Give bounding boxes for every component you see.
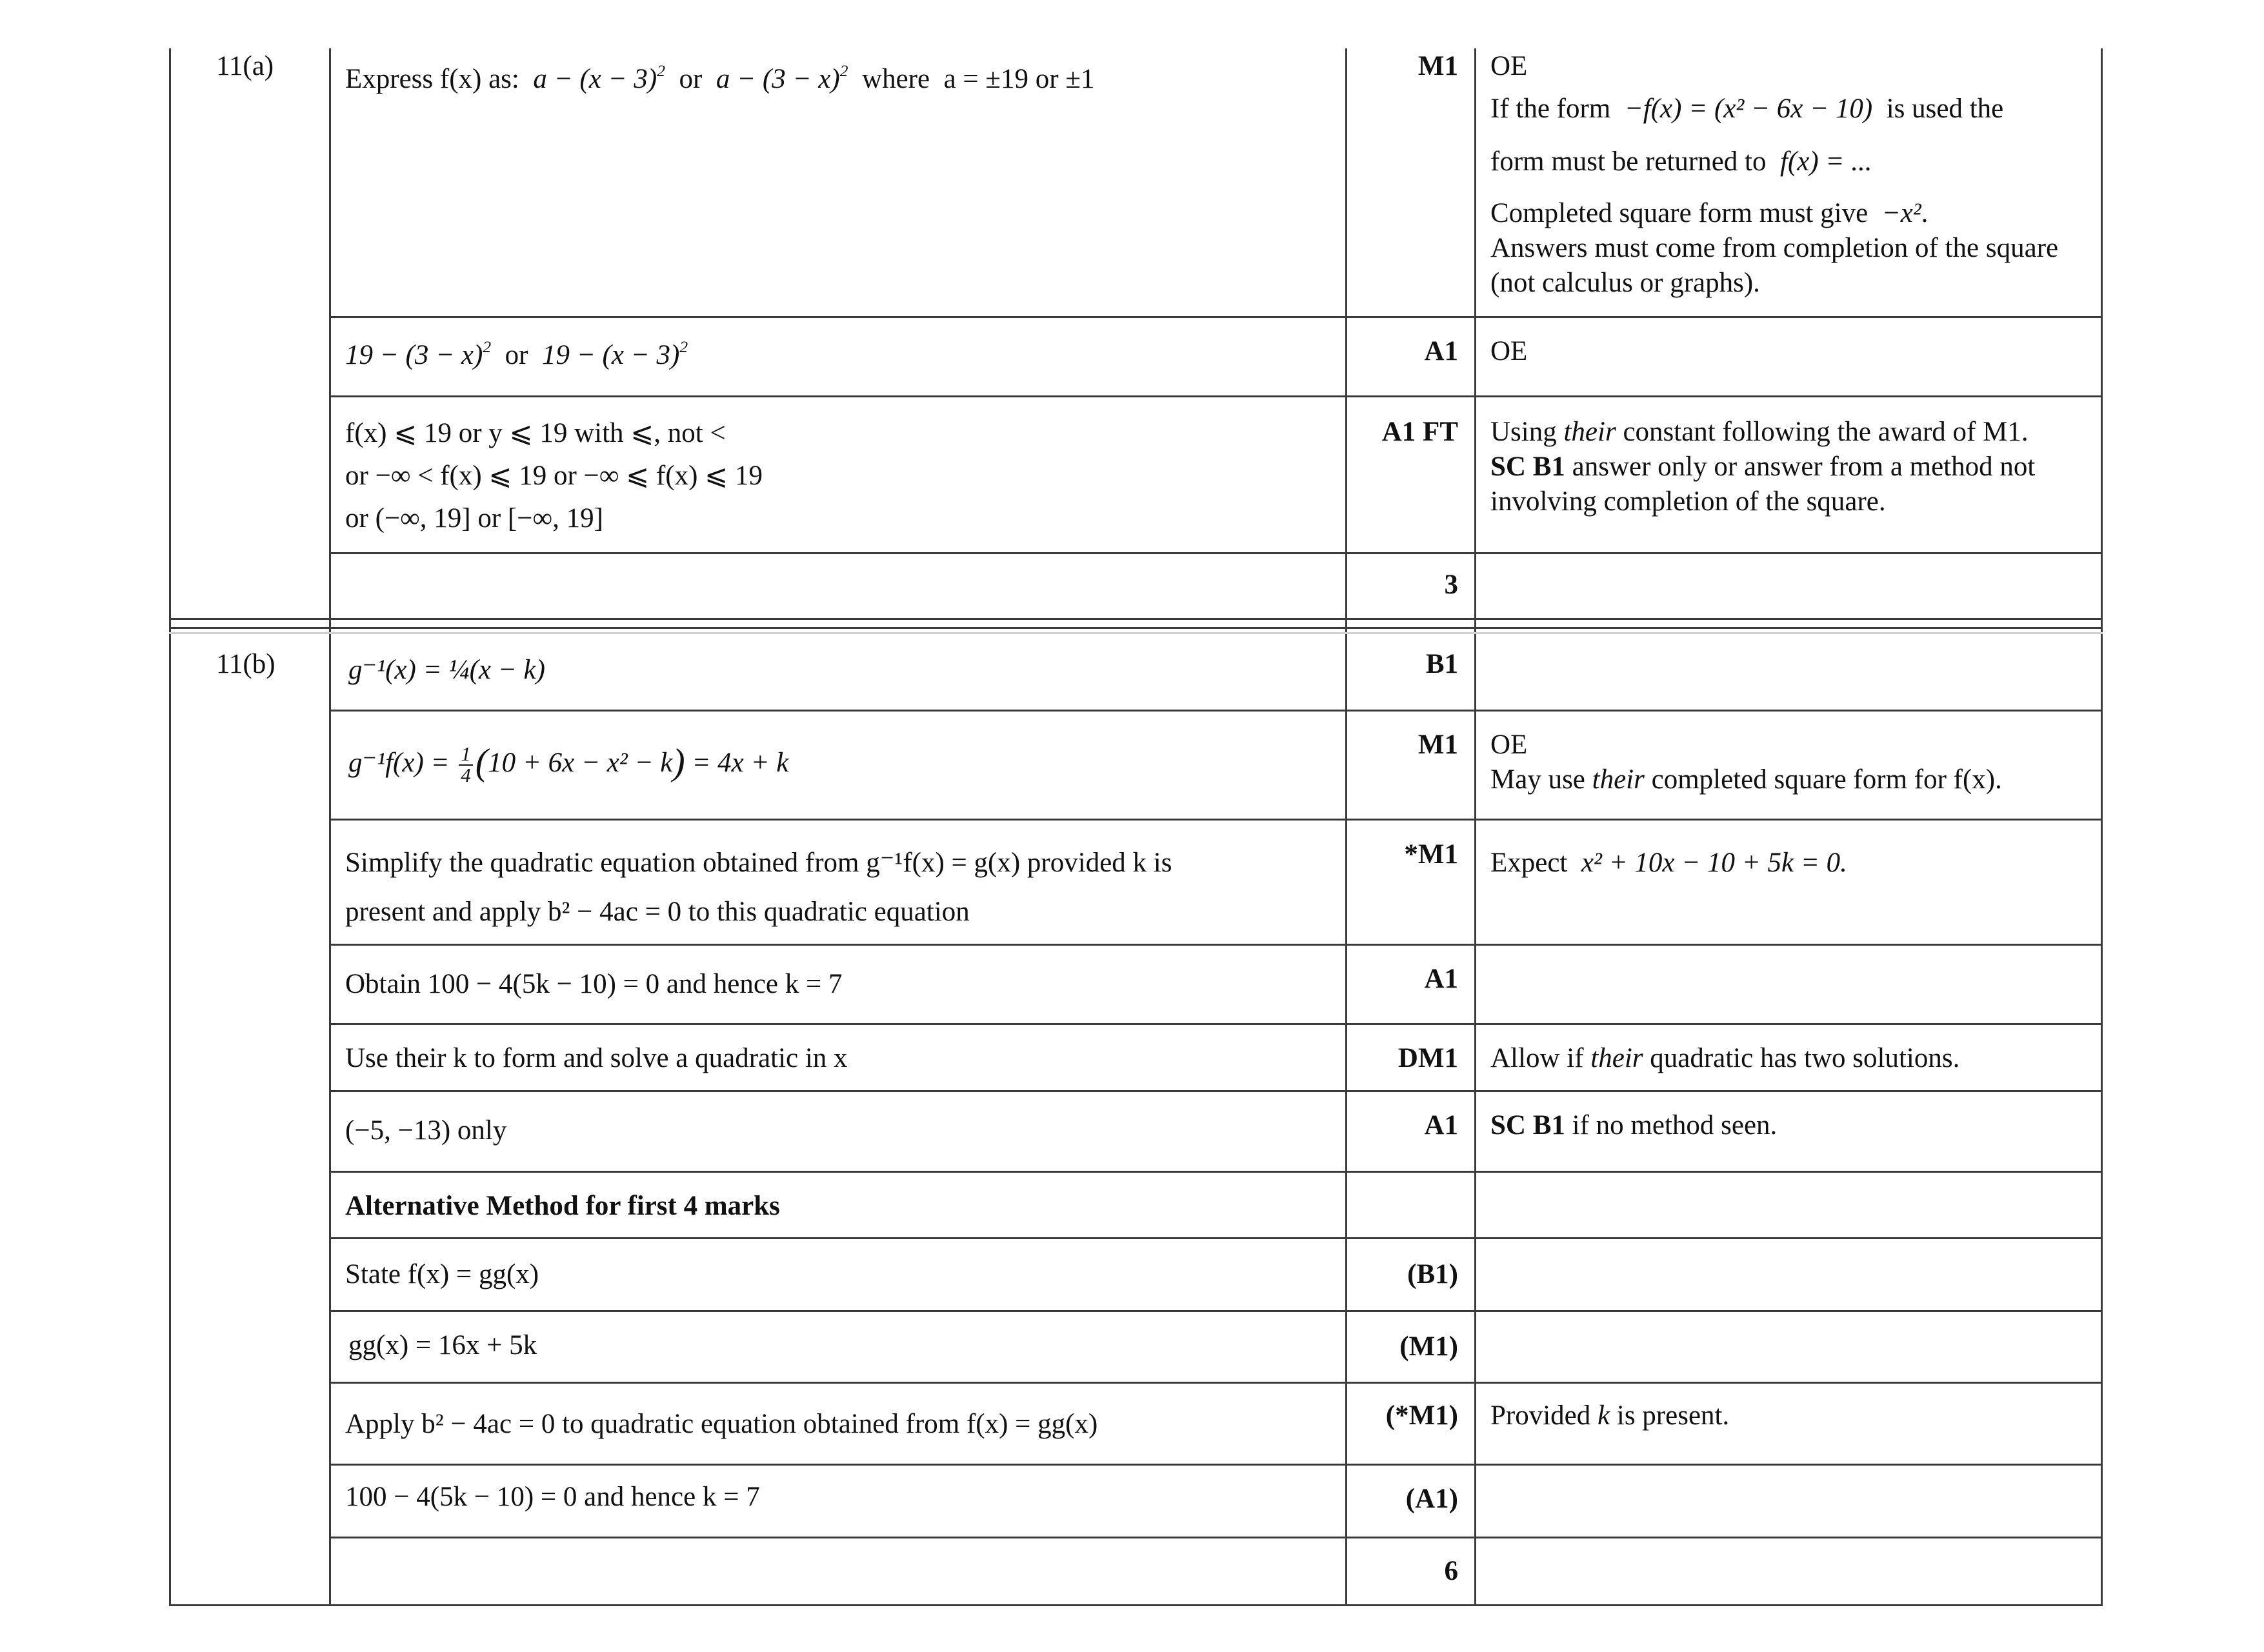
- mark-label: M1: [1418, 51, 1458, 81]
- row-divider: [329, 1171, 2103, 1173]
- alternative-method-heading: Alternative Method for first 4 marks: [345, 1191, 780, 1221]
- answer-cell: g⁻¹(x) = ¼(x − k): [348, 655, 545, 685]
- row-divider: [329, 552, 2103, 554]
- answer-col-left-border: [329, 48, 331, 1606]
- marks-total: 6: [1444, 1556, 1458, 1586]
- row-divider: [329, 819, 2103, 821]
- outer-left-border: [169, 48, 171, 1606]
- part-separator: [169, 632, 2103, 634]
- row-divider: [329, 316, 2103, 318]
- guidance-cell: SC B1 if no method seen.: [1490, 1110, 1778, 1140]
- fraction: $\frac{1}{4}$: [459, 744, 472, 786]
- question-number: 11(a): [216, 51, 274, 81]
- guidance-cell: Expect x² + 10x − 10 + 5k = 0.: [1490, 848, 1847, 878]
- row-divider: [329, 1310, 2103, 1312]
- math-expression: $a - (x - 3)^2$: [533, 61, 666, 94]
- row-divider: [329, 710, 2103, 712]
- answer-cell: f(x) ⩽ 19 or y ⩽ 19 with ⩽, not < or −∞ < f(x) ⩽ 19 or −∞ ⩽ f(x) ⩽ 19 or (−∞, 19] or [−∞, 19]: [345, 418, 763, 533]
- marks-total: 3: [1444, 570, 1458, 600]
- guidance-cell: Provided k is present.: [1490, 1400, 1730, 1431]
- mark-label: B1: [1425, 649, 1458, 679]
- row-divider: [329, 1464, 2103, 1466]
- mark-label: A1 FT: [1381, 417, 1458, 447]
- answer-cell: $19 - (3 - x)^2$ or $19 - (x - 3)^2$: [345, 337, 688, 370]
- guidance-cell: Allow if their quadratic has two solutions.: [1490, 1043, 1960, 1073]
- answer-cell: 100 − 4(5k − 10) = 0 and hence k = 7: [345, 1482, 760, 1512]
- row-divider: [329, 1023, 2103, 1025]
- mark-label: A1: [1424, 964, 1458, 994]
- row-divider: [329, 1090, 2103, 1092]
- mark-label: (A1): [1405, 1484, 1458, 1514]
- guidance-cell: Using their constant following the award of M1. SC B1 answer only or answer from a method not involving completion of the square.: [1490, 417, 2036, 517]
- table-bottom-border: [169, 1604, 2103, 1606]
- answer-cell: Obtain 100 − 4(5k − 10) = 0 and hence k = 7: [345, 969, 843, 999]
- answer-cell: State f(x) = gg(x): [345, 1259, 539, 1289]
- guidance-cell: OE May use their completed square form for f(x).: [1490, 730, 2002, 795]
- answer-cell: g⁻¹f(x) = $\frac{1}{4}$ (10 + 6x − x² − k) = 4x + k: [348, 741, 789, 786]
- row-divider: [329, 1382, 2103, 1384]
- mark-label: (M1): [1399, 1331, 1458, 1362]
- row-divider: [329, 944, 2103, 946]
- mark-label: DM1: [1397, 1043, 1458, 1073]
- outer-right-border: [2101, 48, 2103, 1606]
- mark-label: *M1: [1404, 839, 1458, 870]
- guidance-cell: OE If the form −f(x) = (x² − 6x − 10) is used the form must be returned to f(x) = ... Completed square form must give −x². Answers must come from completion of the square (not calculus or graphs).: [1490, 51, 2059, 298]
- row-divider: [329, 1237, 2103, 1239]
- guidance-col-left-border: [1474, 48, 1476, 1606]
- question-number: 11(b): [216, 649, 275, 679]
- mark-label: (*M1): [1385, 1400, 1458, 1431]
- answer-cell: Use their k to form and solve a quadratic in x: [345, 1043, 848, 1073]
- mark-col-left-border: [1345, 48, 1347, 1606]
- mark-label: M1: [1418, 730, 1458, 760]
- mark-label: A1: [1424, 1110, 1458, 1140]
- answer-cell: Express f(x) as: $a - (x - 3)^2$ or $a - (3 - x)^2$ where a = ±19 or ±1: [345, 61, 1095, 94]
- math-expression: $a - (3 - x)^2$: [716, 61, 848, 94]
- part-separator: [169, 627, 2103, 629]
- answer-cell: Simplify the quadratic equation obtained from g⁻¹f(x) = g(x) provided k is present and apply b² − 4ac = 0 to this quadratic equation: [345, 848, 1172, 927]
- answer-cell: Apply b² − 4ac = 0 to quadratic equation obtained from f(x) = gg(x): [345, 1409, 1098, 1439]
- part-separator: [169, 618, 2103, 620]
- row-divider: [329, 1537, 2103, 1538]
- answer-cell: gg(x) = 16x + 5k: [348, 1330, 537, 1360]
- mark-label: A1: [1424, 336, 1458, 366]
- answer-cell: (−5, −13) only: [345, 1115, 507, 1146]
- mark-label: (B1): [1407, 1259, 1458, 1289]
- row-divider: [329, 395, 2103, 397]
- guidance-cell: OE: [1490, 336, 1528, 366]
